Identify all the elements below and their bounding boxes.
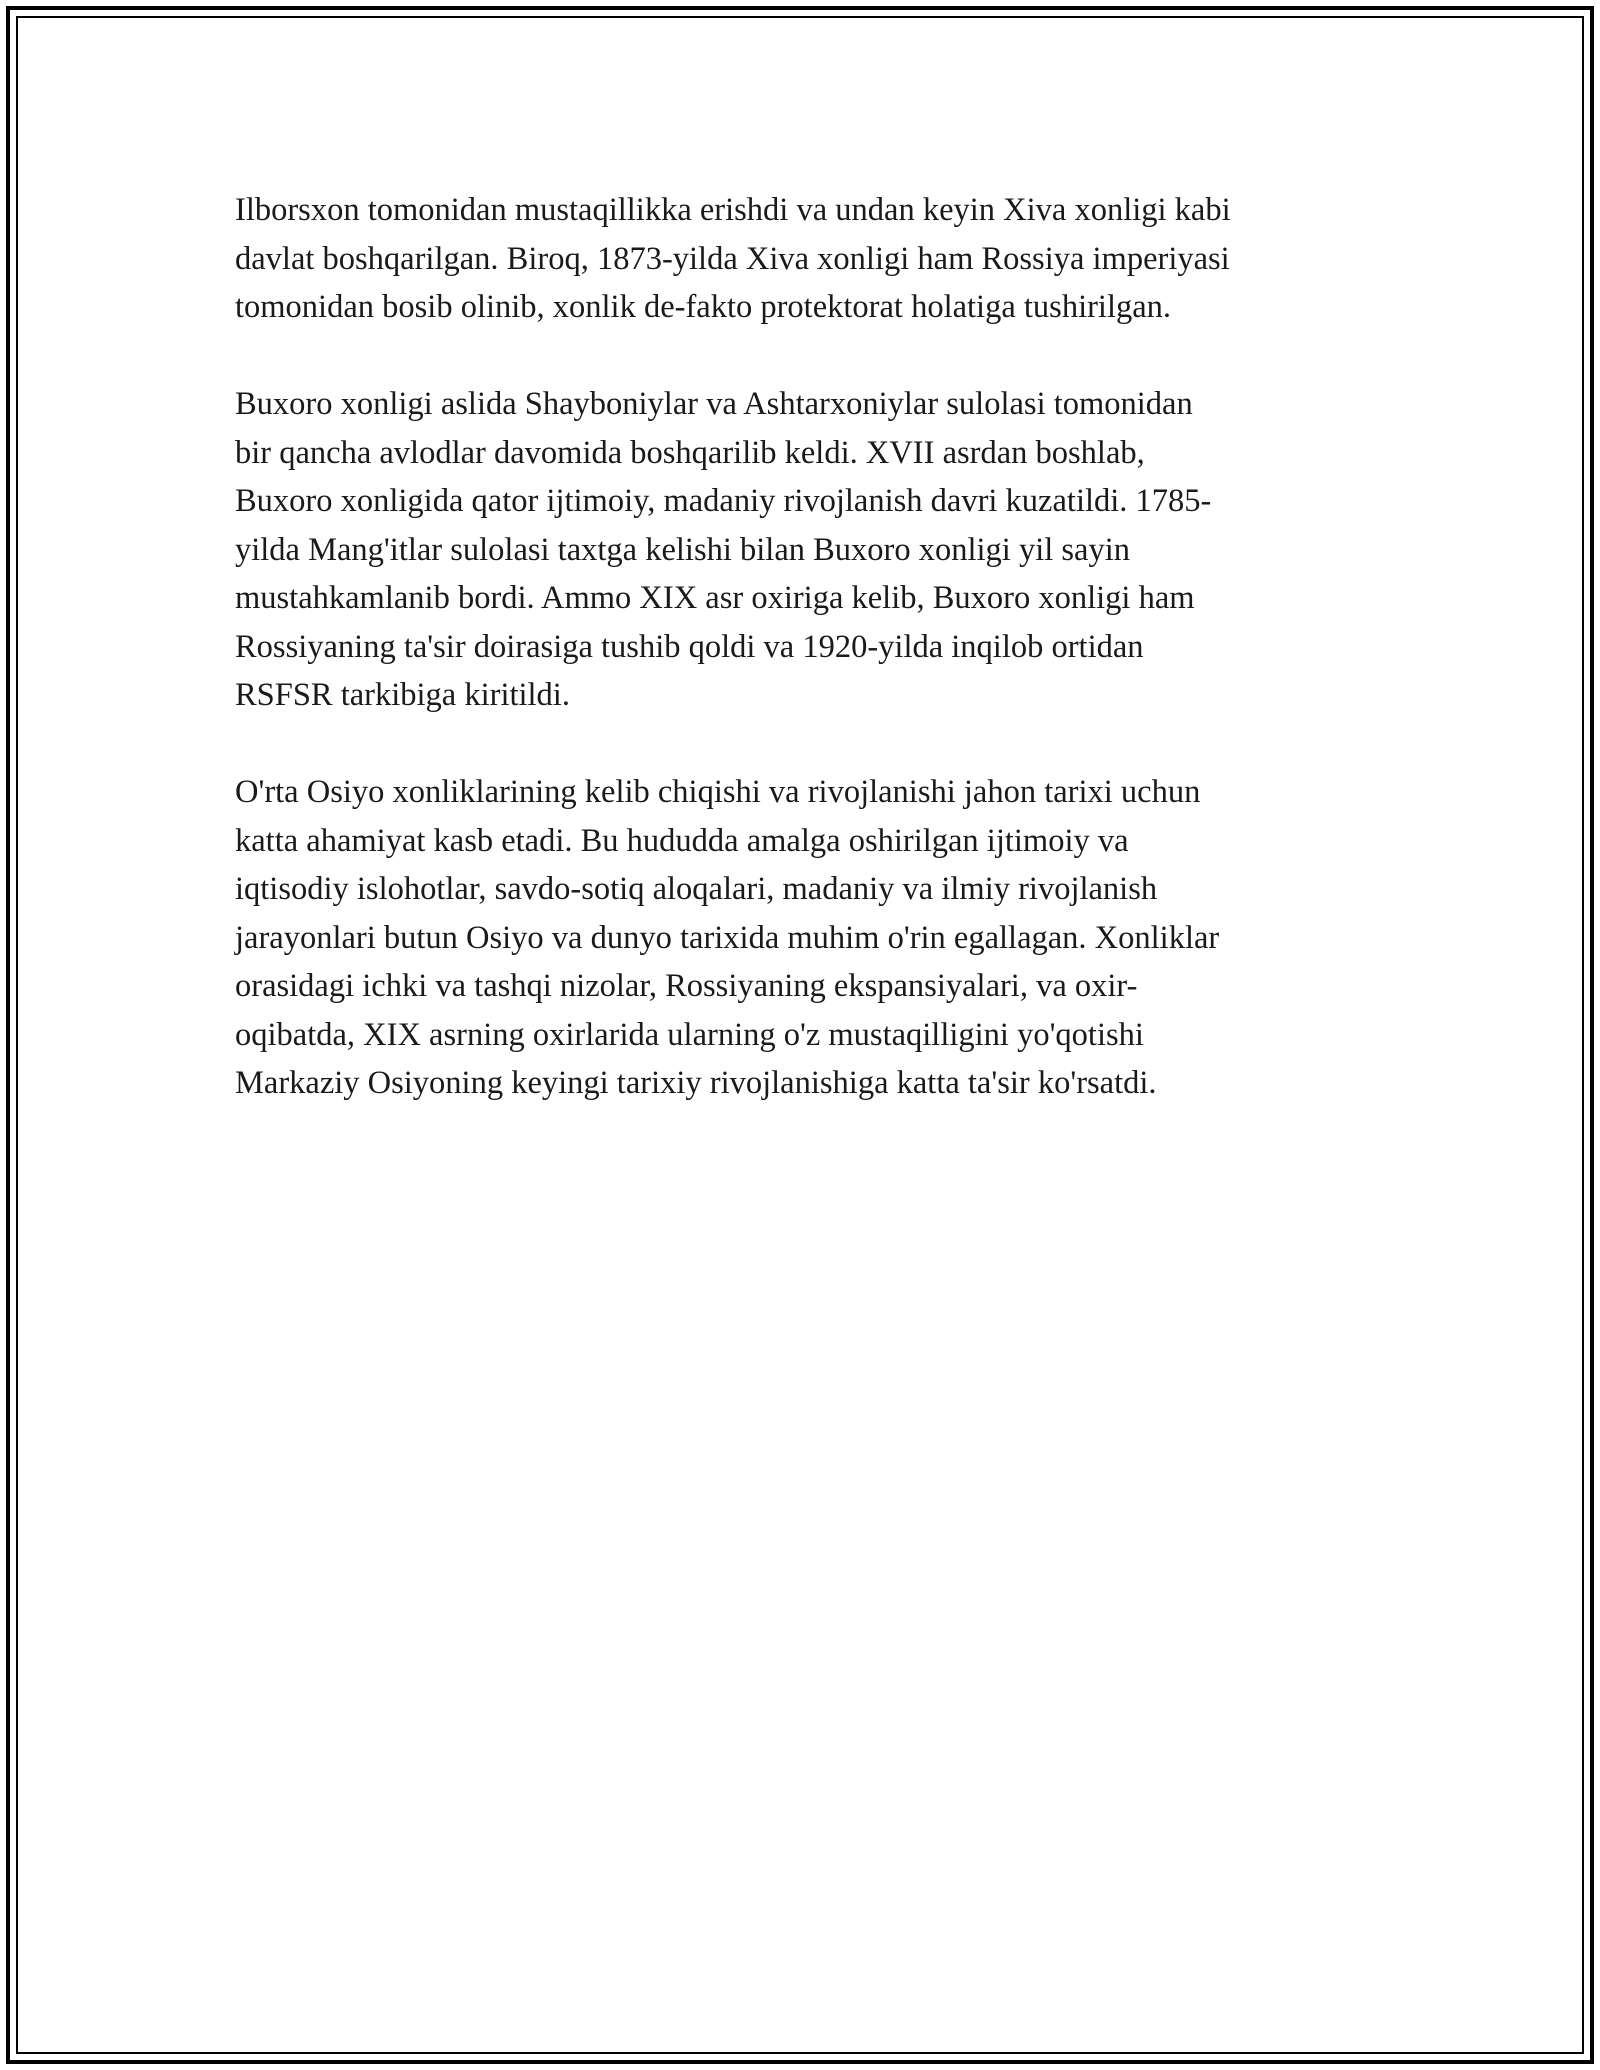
text-line: Markaziy Osiyoning keyingi tarixiy rivojlanishiga katta ta'sir ko'rsatdi. — [235, 1065, 1157, 1101]
paragraph-1 — [235, 186, 1375, 332]
text-line: Buxoro xonligida qator ijtimoiy, madaniy rivojlanish davri kuzatildi. 1785- — [235, 483, 1212, 519]
text-line: Buxoro xonligi aslida Shayboniylar va Ashtarxoniylar sulolasi tomonidan — [235, 386, 1193, 422]
text-line: mustahkamlanib bordi. Ammo XIX asr oxiriga kelib, Buxoro xonligi ham — [235, 580, 1195, 616]
text-line: davlat boshqarilgan. Biroq, 1873-yilda Xiva xonligi ham Rossiya imperiyasi — [235, 240, 1230, 277]
text-line: RSFSR tarkibiga kiritildi. — [235, 677, 570, 713]
text-line: tomonidan bosib olinib, xonlik de-fakto protektorat holatiga tushirilgan. — [235, 289, 1172, 325]
text-line: bir qancha avlodlar davomida boshqarilib keldi. XVII asrdan boshlab, — [235, 434, 1145, 471]
paragraph-2 — [235, 380, 1375, 720]
text-line: iqtisodiy islohotlar, savdo-sotiq aloqalari, madaniy va ilmiy rivojlanish — [235, 871, 1158, 907]
document-body — [235, 186, 1375, 1156]
paragraph-3 — [235, 768, 1375, 1108]
text-line: yilda Mang'itlar sulolasi taxtga kelishi bilan Buxoro xonligi yil sayin — [235, 531, 1130, 568]
text-line: Ilborsxon tomonidan mustaqillikka erishdi va undan keyin Xiva xonligi kabi — [235, 192, 1231, 228]
text-line: oqibatda, XIX asrning oxirlarida ularning o'z mustaqilligini yo'qotishi — [235, 1016, 1144, 1053]
text-line: jarayonlari butun Osiyo va dunyo tarixida muhim o'rin egallagan. Xonliklar — [235, 919, 1220, 956]
text-line: orasidagi ichki va tashqi nizolar, Rossiyaning ekspansiyalari, va oxir- — [235, 968, 1138, 1004]
text-line: O'rta Osiyo xonliklarining kelib chiqishi va rivojlanishi jahon tarixi uchun — [235, 774, 1201, 810]
text-line: Rossiyaning ta'sir doirasiga tushib qoldi va 1920-yilda inqilob ortidan — [235, 628, 1144, 665]
text-line: katta ahamiyat kasb etadi. Bu hududda amalga oshirilgan ijtimoiy va — [235, 822, 1129, 859]
